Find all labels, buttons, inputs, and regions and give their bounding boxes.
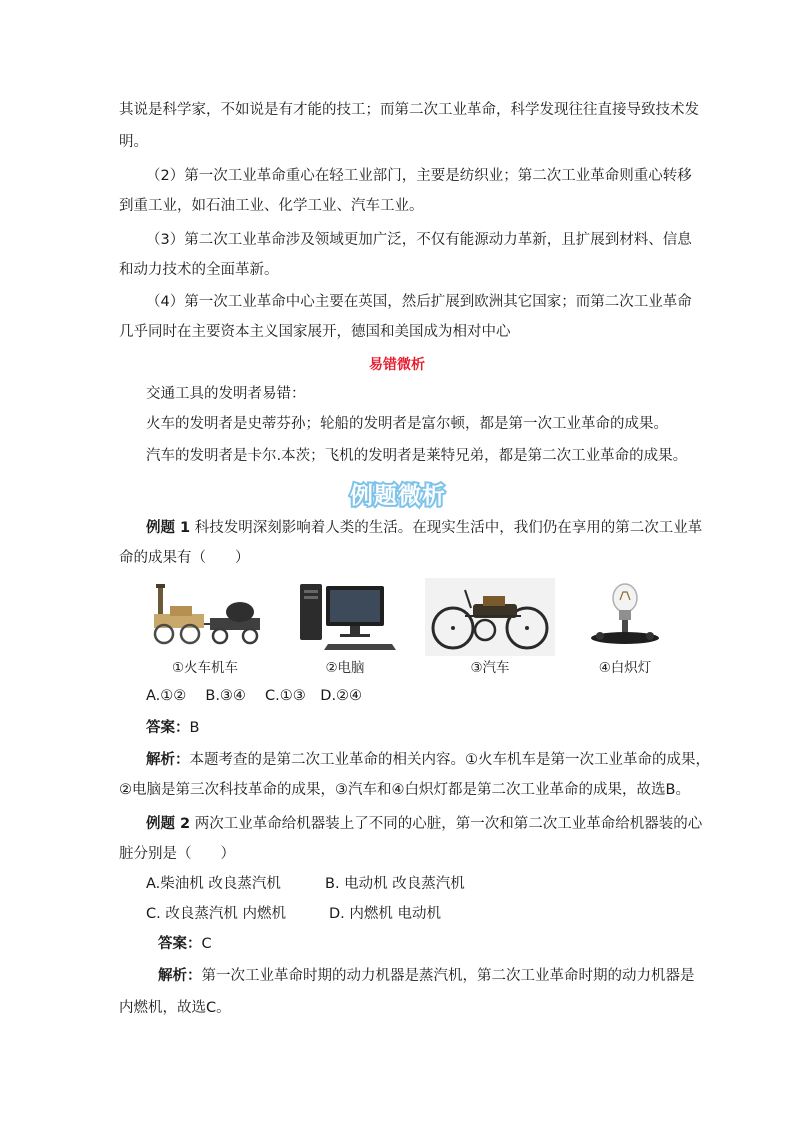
paragraph-1-line-2: 明。 — [119, 134, 148, 150]
figure-3-caption: ③汽车 — [470, 660, 510, 676]
error-analysis-heading: 易错微析 — [369, 357, 425, 373]
example-1-question-text: 科技发明深刻影响着人类的生活。在现实生活中，我们仍在享用的第二次工业革 — [194, 520, 703, 536]
example-2-analysis-label: 解析： — [158, 968, 202, 984]
example-1-answer-value: B — [189, 720, 200, 736]
example-1-analysis-text: 本题考查的是第二次工业革命的相关内容。①火车机车是第一次工业革命的成果， — [189, 752, 710, 768]
paragraph-2-line-2: 到重工业，如石油工业、化学工业、汽车工业。 — [119, 198, 424, 214]
example-2-answer-label: 答案： — [158, 936, 202, 952]
example-1-analysis-label: 解析： — [146, 752, 190, 768]
example-2-answer-value: C — [201, 936, 212, 952]
example-2-option-a: A.柴油机 改良蒸汽机 — [146, 876, 281, 892]
figure-4-caption: ④白炽灯 — [598, 660, 652, 676]
figure-benz-car — [425, 578, 555, 678]
example-1-figures — [140, 578, 670, 678]
example-1-analysis-line-2: ②电脑是第三次科技革命的成果，③汽车和④白炽灯都是第二次工业革命的成果，故选B。 — [119, 782, 690, 798]
example-1-question-line-1 — [146, 518, 702, 538]
example-2-analysis-line-2: 内燃机，故选C。 — [119, 1000, 231, 1016]
example-2-answer — [158, 934, 212, 954]
figure-2-caption: ②电脑 — [325, 660, 365, 676]
example-2-option-c: C. 改良蒸汽机 内燃机 — [146, 906, 286, 922]
example-2-option-b: B. 电动机 改良蒸汽机 — [325, 876, 465, 892]
example-1-analysis-line-1 — [146, 750, 710, 770]
paragraph-3-line-2: 和动力技术的全面革新。 — [119, 262, 279, 278]
benz-car-icon — [425, 578, 555, 656]
example-1-answer-label: 答案： — [146, 720, 190, 736]
error-line-1: 火车的发明者是史蒂芬孙；轮船的发明者是富尔顿，都是第一次工业革命的成果。 — [146, 416, 668, 432]
example-1-label: 例题 1 — [146, 520, 191, 536]
figure-computer — [280, 578, 410, 678]
computer-icon — [280, 578, 410, 656]
paragraph-4-line-2: 几乎同时在主要资本主义国家展开，德国和美国成为相对中心 — [119, 324, 511, 340]
error-intro: 交通工具的发明者易错： — [146, 386, 306, 402]
incandescent-lamp-icon — [560, 578, 690, 656]
example-1-question-line-2: 命的成果有（ ） — [119, 550, 250, 566]
steam-locomotive-icon — [140, 578, 270, 656]
example-1-options: A.①② B.③④ C.①③ D.②④ — [146, 688, 363, 704]
example-1-answer — [146, 718, 199, 738]
example-2-analysis-line-1 — [158, 966, 695, 986]
example-2-question-text: 两次工业革命给机器装上了不同的心脏，第一次和第二次工业革命给机器装的心 — [194, 816, 703, 832]
example-2-question-line-1 — [146, 814, 702, 834]
error-line-2: 汽车的发明者是卡尔.本茨；飞机的发明者是莱特兄弟，都是第二次工业革命的成果。 — [146, 448, 688, 464]
paragraph-1-line-1: 其说是科学家，不如说是有才能的技工；而第二次工业革命，科学发现往往直接导致技术发 — [119, 102, 699, 118]
paragraph-3-line-1: （3）第二次工业革命涉及领域更加广泛，不仅有能源动力革新，且扩展到材料、信息 — [146, 232, 692, 248]
figure-incandescent-lamp — [560, 578, 690, 678]
example-2-label: 例题 2 — [146, 816, 191, 832]
example-banner — [343, 477, 453, 513]
figure-steam-locomotive — [140, 578, 270, 678]
figure-1-caption: ①火车机车 — [171, 660, 239, 676]
example-2-analysis-text: 第一次工业革命时期的动力机器是蒸汽机，第二次工业革命时期的动力机器是 — [201, 968, 695, 984]
example-2-option-d: D. 内燃机 电动机 — [329, 906, 441, 922]
example-2-question-line-2: 脏分别是（ ） — [119, 846, 235, 862]
paragraph-2-line-1: （2）第一次工业革命重心在轻工业部门，主要是纺织业；第二次工业革命则重心转移 — [146, 168, 692, 184]
example-banner-text: 例题微析 — [350, 483, 446, 509]
paragraph-4-line-1: （4）第一次工业革命中心主要在英国，然后扩展到欧洲其它国家；而第二次工业革命 — [146, 294, 692, 310]
